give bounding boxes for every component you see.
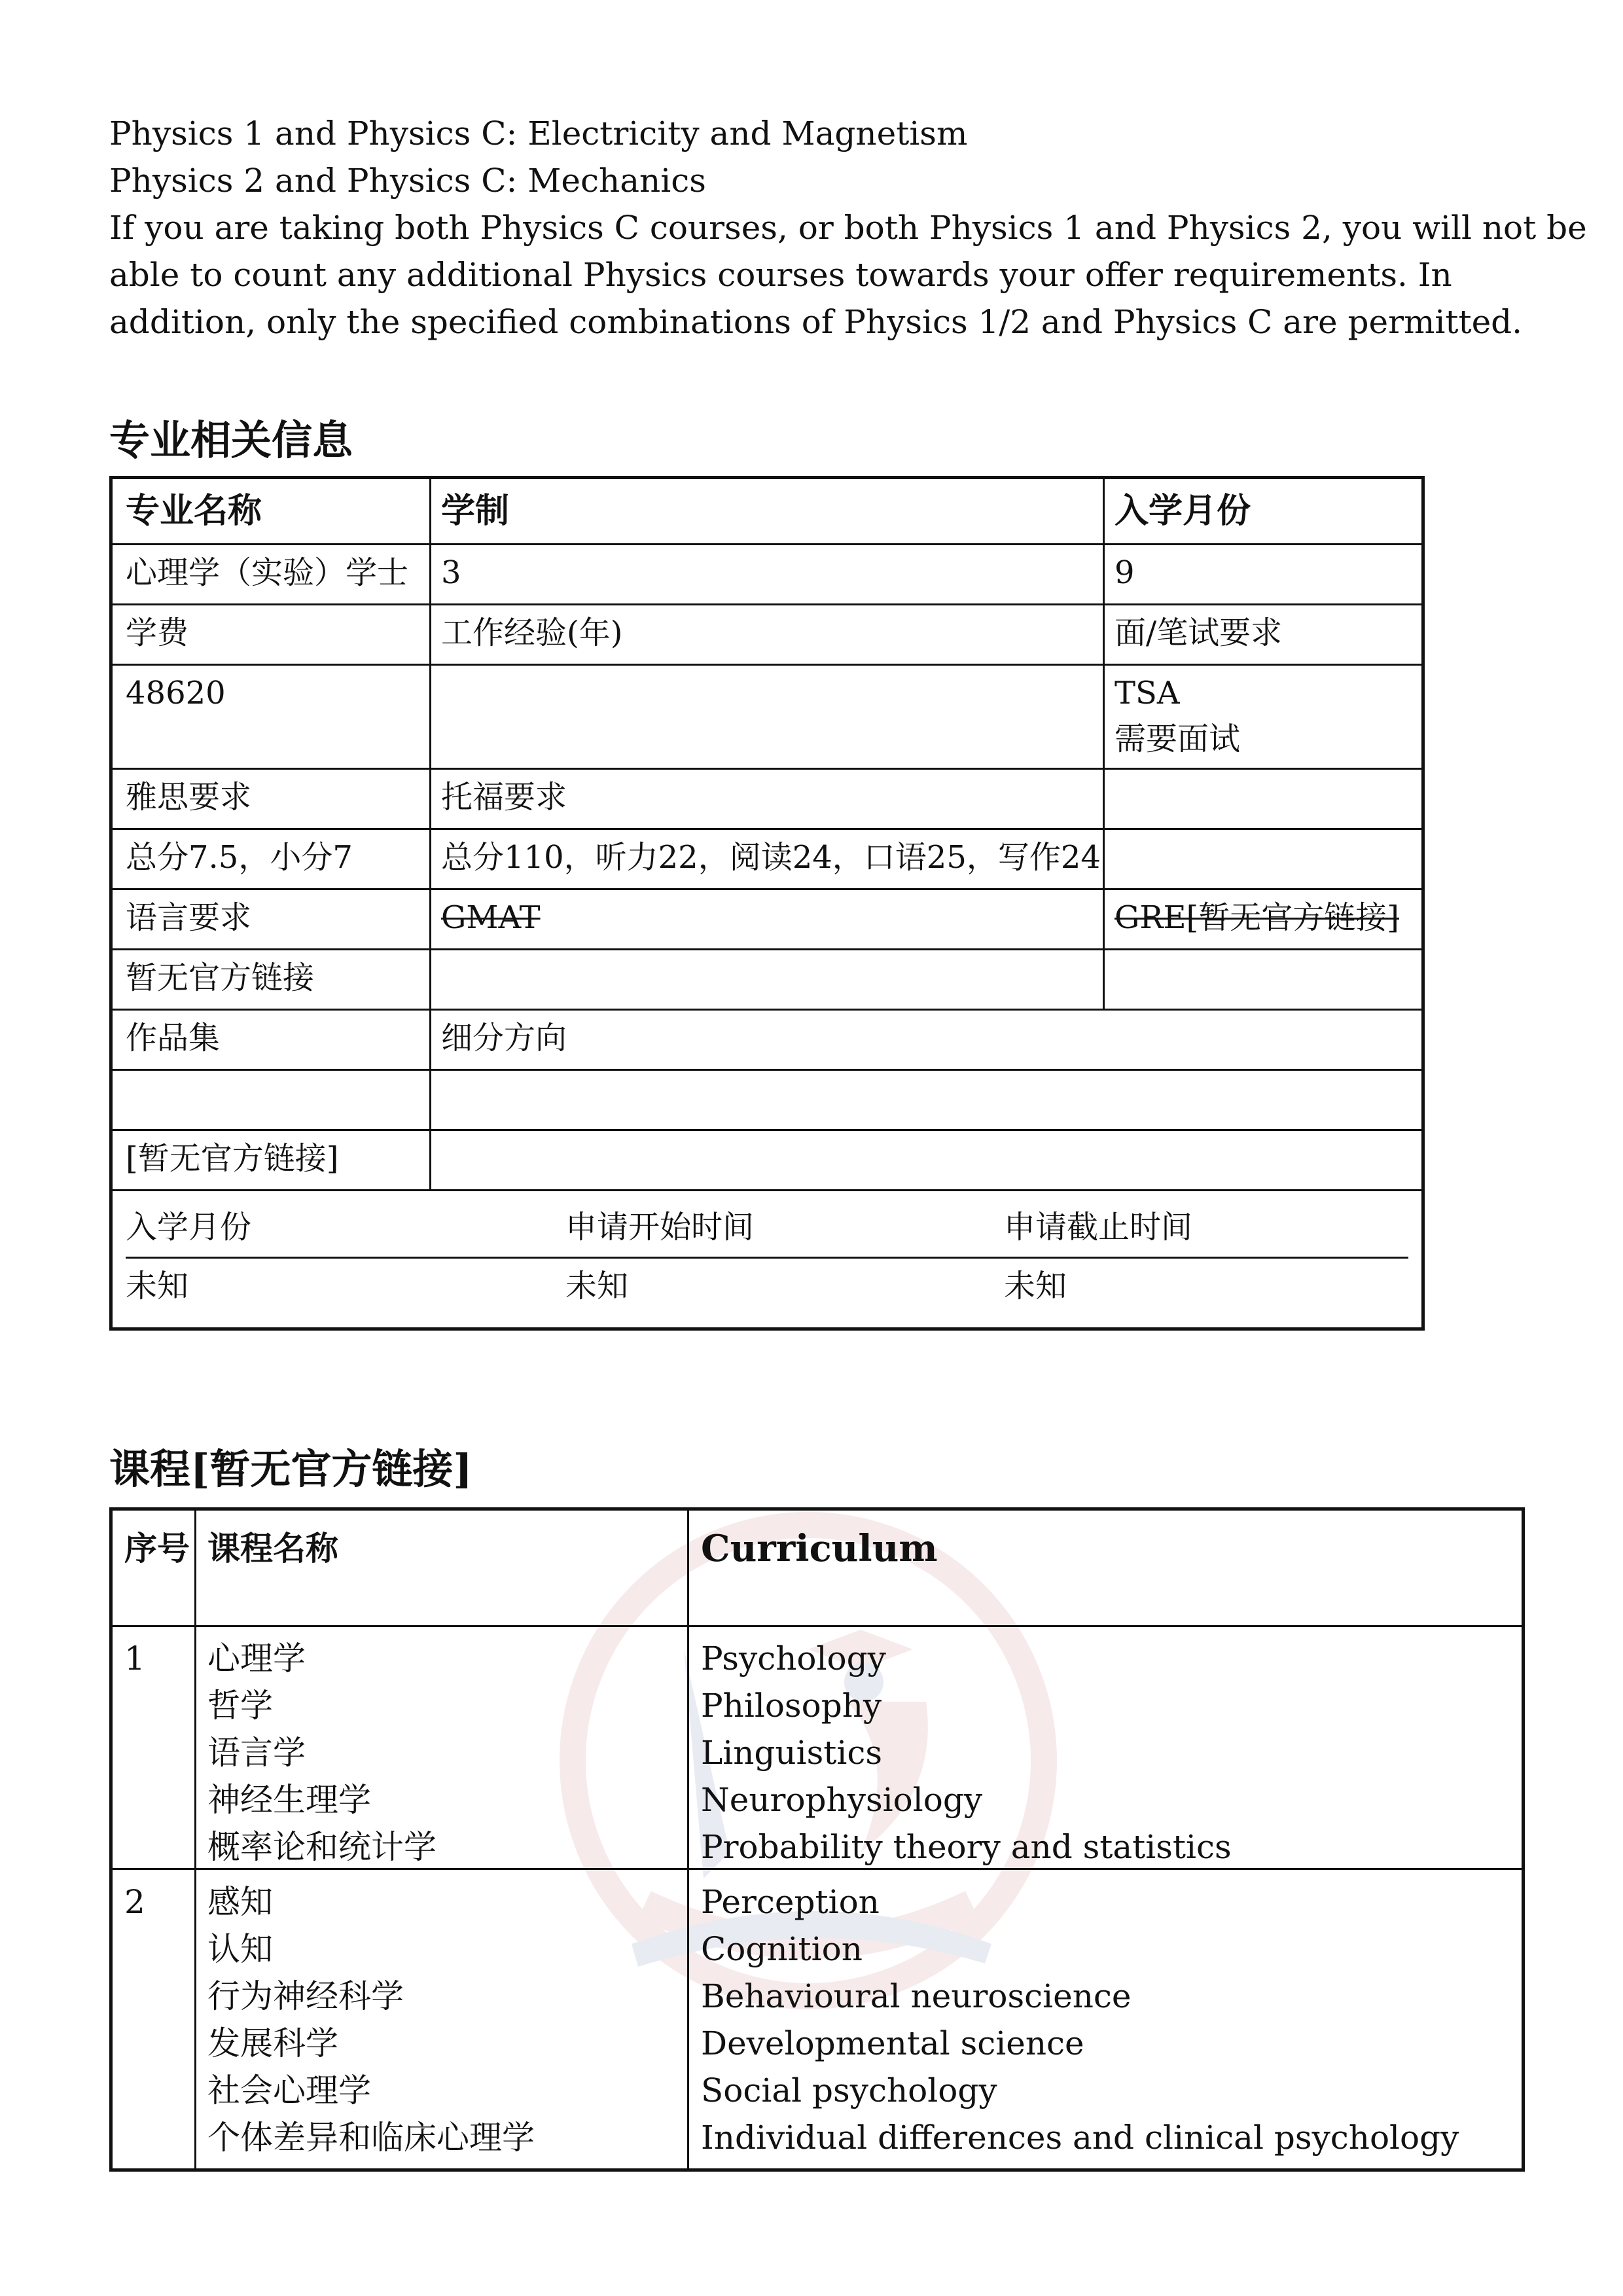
course-cn: 社会心理学 [207, 2072, 371, 2109]
course-list-cn [207, 1878, 535, 2161]
course-en: Developmental science [701, 2024, 1084, 2062]
header-index: 序号 [124, 1529, 190, 1568]
course-cn: 概率论和统计学 [207, 1828, 437, 1866]
interview-label: 面/笔试要求 [1115, 615, 1283, 651]
dates-intake-value: 未知 [126, 1268, 189, 1304]
course-en: Philosophy [701, 1687, 882, 1725]
course-cn: 个体差异和临床心理学 [207, 2119, 535, 2157]
program-name-value: 心理学（实验）学士 [126, 554, 409, 591]
header-duration: 学制 [441, 491, 510, 531]
course-cn: 发展科学 [207, 2024, 338, 2062]
program-info-title: 专业相关信息 [109, 416, 353, 464]
course-en: Social psychology [701, 2072, 997, 2109]
course-cn: 认知 [207, 1930, 273, 1968]
table-rule [113, 1189, 1421, 1191]
course-en: Behavioural neuroscience [701, 1977, 1132, 2015]
toefl-label: 托福要求 [441, 779, 567, 816]
course-en: Psychology [701, 1640, 886, 1677]
intake-value: 9 [1115, 554, 1135, 591]
table-rule [113, 1009, 1421, 1011]
course-en: Probability theory and statistics [701, 1828, 1232, 1866]
course-en: Neurophysiology [701, 1781, 983, 1819]
ielts-value: 总分7.5，小分7 [126, 839, 353, 876]
dates-start-label: 申请开始时间 [565, 1209, 755, 1246]
interview-value-2: 需要面试 [1115, 721, 1241, 757]
duration-value: 3 [441, 554, 461, 591]
course-list-en [701, 1878, 1459, 2161]
row-index: 2 [124, 1883, 145, 1921]
table-rule [113, 828, 1421, 830]
gmat-label: GMAT [441, 899, 541, 936]
dates-start-value: 未知 [565, 1268, 629, 1304]
curriculum-table [109, 1507, 1525, 2172]
specialization-label: 细分方向 [441, 1020, 567, 1056]
course-en: Cognition [701, 1930, 863, 1968]
table-rule [1103, 479, 1105, 1009]
course-list-en [701, 1635, 1232, 1871]
intro-line: Physics 1 and Physics C: Electricity and Magnetism [109, 115, 968, 152]
tuition-value: 48620 [126, 675, 226, 711]
work-experience-label: 工作经验(年) [441, 615, 623, 651]
header-course-name: 课程名称 [207, 1529, 338, 1568]
intro-line: If you are taking both Physics C courses, or both Physics 1 and Physics 2, you will not be [109, 209, 1587, 247]
table-rule [194, 1511, 196, 2168]
language-requirement-label: 语言要求 [126, 899, 252, 936]
course-cn: 语言学 [207, 1734, 306, 1772]
curriculum-title: 课程[暂无官方链接] [109, 1445, 473, 1493]
table-rule [113, 543, 1421, 545]
dates-underline [126, 1257, 1408, 1259]
table-rule [113, 948, 1421, 950]
course-cn: 哲学 [207, 1687, 273, 1725]
link-note: [暂无官方链接] [126, 1140, 339, 1177]
table-rule [113, 1129, 1421, 1131]
language-requirement-value: 暂无官方链接 [126, 960, 315, 996]
intro-line: able to count any additional Physics courses towards your offer requirements. In [109, 256, 1452, 294]
table-rule [113, 1625, 1522, 1627]
row-index: 1 [124, 1640, 145, 1677]
course-en: Individual differences and clinical psychology [701, 2119, 1459, 2157]
gre-label: GRE[暂无官方链接] [1115, 899, 1399, 936]
table-rule [113, 768, 1421, 770]
header-intake: 入学月份 [1115, 491, 1251, 531]
header-curriculum: Curriculum [701, 1527, 938, 1570]
table-rule [687, 1511, 689, 2168]
program-info-table [109, 476, 1425, 1331]
intro-line: Physics 2 and Physics C: Mechanics [109, 162, 706, 200]
table-rule [113, 888, 1421, 890]
course-cn: 感知 [207, 1883, 273, 1921]
table-rule [429, 479, 431, 1189]
course-en: Linguistics [701, 1734, 883, 1772]
dates-deadline-label: 申请截止时间 [1004, 1209, 1193, 1246]
intro-line: addition, only the specified combinations of Physics 1/2 and Physics C are permitted. [109, 303, 1523, 341]
course-list-cn [207, 1635, 437, 1871]
toefl-value: 总分110，听力22，阅读24，口语25，写作24 [441, 839, 1101, 876]
header-program-name: 专业名称 [126, 491, 262, 531]
course-cn: 神经生理学 [207, 1781, 371, 1819]
dates-intake-label: 入学月份 [126, 1209, 252, 1246]
dates-deadline-value: 未知 [1004, 1268, 1067, 1304]
course-cn: 心理学 [207, 1640, 306, 1677]
tuition-label: 学费 [126, 615, 189, 651]
table-rule [113, 603, 1421, 605]
intro-paragraph [109, 110, 1587, 346]
ielts-label: 雅思要求 [126, 779, 252, 816]
course-en: Perception [701, 1883, 880, 1921]
course-cn: 行为神经科学 [207, 1977, 404, 2015]
table-rule [113, 1069, 1421, 1071]
portfolio-label: 作品集 [126, 1020, 221, 1056]
table-rule [113, 664, 1421, 666]
interview-value-1: TSA [1115, 675, 1180, 711]
